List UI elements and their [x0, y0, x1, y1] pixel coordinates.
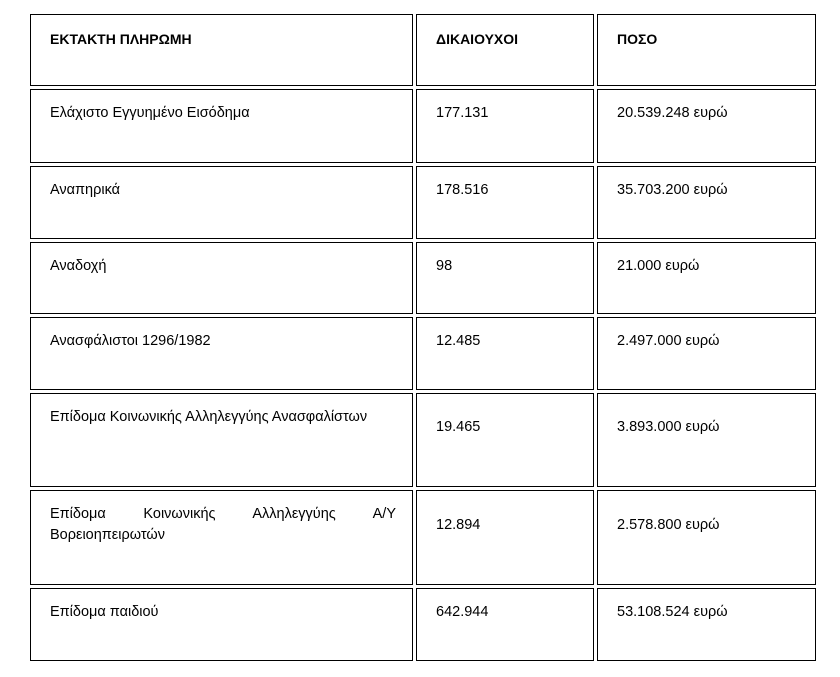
table-row [30, 393, 816, 487]
payment-amount: 2.578.800 ευρώ [597, 490, 816, 585]
beneficiaries-count: 177.131 [416, 89, 594, 163]
beneficiaries-count: 642.944 [416, 588, 594, 661]
beneficiaries-count: 178.516 [416, 166, 594, 239]
beneficiaries-count: 98 [416, 242, 594, 314]
payment-name: Επίδομα παιδιού [30, 588, 413, 661]
table-row [30, 317, 816, 390]
table-row [30, 490, 816, 585]
payment-name: Αναπηρικά [30, 166, 413, 239]
beneficiaries-count: 12.485 [416, 317, 594, 390]
table-row [30, 242, 816, 314]
payment-name: Επίδομα Κοινωνικής Αλληλεγγύης Α/Υ Βορειοηπειρωτών [30, 490, 413, 585]
payment-name: Ανασφάλιστοι 1296/1982 [30, 317, 413, 390]
beneficiaries-count: 12.894 [416, 490, 594, 585]
payment-amount: 35.703.200 ευρώ [597, 166, 816, 239]
header-beneficiaries: ΔΙΚΑΙΟΥΧΟΙ [416, 14, 594, 86]
payment-name: Επίδομα Κοινωνικής Αλληλεγγύης Ανασφαλίστων [30, 393, 413, 487]
payment-amount: 20.539.248 ευρώ [597, 89, 816, 163]
payment-amount: 53.108.524 ευρώ [597, 588, 816, 661]
table-row [30, 89, 816, 163]
table-row [30, 588, 816, 661]
beneficiaries-count: 19.465 [416, 393, 594, 487]
payment-name: Ελάχιστο Εγγυημένο Εισόδημα [30, 89, 413, 163]
payment-amount: 2.497.000 ευρώ [597, 317, 816, 390]
payment-amount: 21.000 ευρώ [597, 242, 816, 314]
emergency-payments-table [27, 11, 819, 664]
payment-name: Αναδοχή [30, 242, 413, 314]
header-payment: ΕΚΤΑΚΤΗ ΠΛΗΡΩΜΗ [30, 14, 413, 86]
header-amount: ΠΟΣΟ [597, 14, 816, 86]
table-row [30, 166, 816, 239]
header-row [30, 14, 816, 86]
payment-amount: 3.893.000 ευρώ [597, 393, 816, 487]
